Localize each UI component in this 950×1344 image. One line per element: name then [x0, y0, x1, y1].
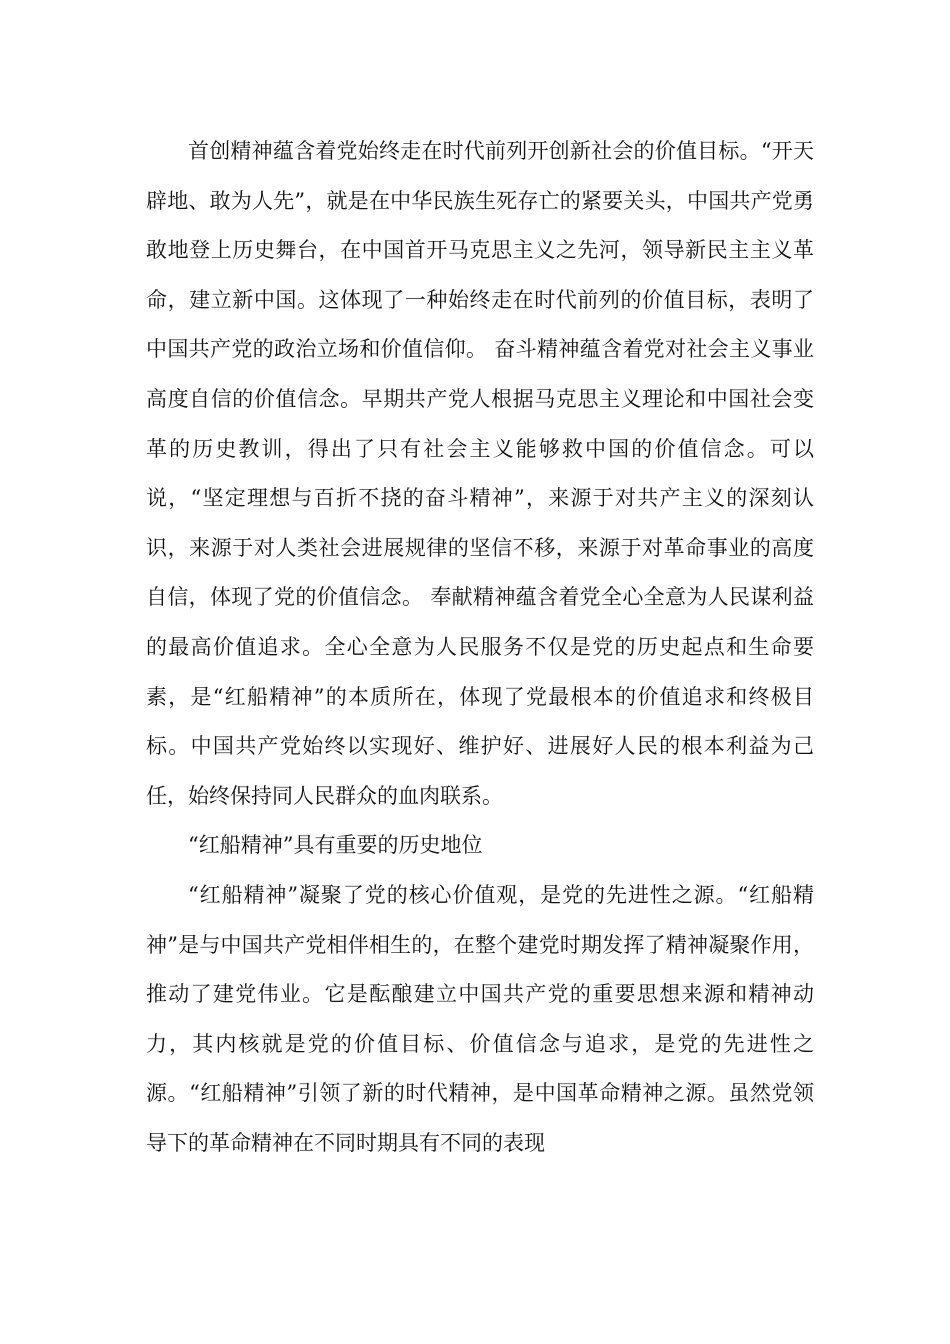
document-body: [146, 127, 814, 1168]
section-heading: “红船精神”具有重要的历史地位: [188, 833, 483, 858]
paragraph-second: “红船精神”凝聚了党的核心价值观，是党的先进性之源。“红船精神”是与中国共产党相伴相生的，在整个建党时期发挥了精神凝聚作用，推动了建党伟业。它是酝酿建立中国共产党的重要思想来源和精神动力，其内核就是党的价值目标、价值信念与追求，是党的先进性之源。“红船精神”引领了新的时代精神，是中国革命精神之源。虽然党领导下的革命精神在不同时期具有不同的表现: [146, 882, 814, 1155]
paragraph-first: 首创精神蕴含着党始终走在时代前列开创新社会的价值目标。“开天辟地、敢为人先”，就是在中华民族生死存亡的紧要关头，中国共产党勇敢地登上历史舞台，在中国首开马克思主义之先河，领导新民主主义革命，建立新中国。这体现了一种始终走在时代前列的价值目标，表明了中国共产党的政治立场和价值信仰。 奋斗精神蕴含着党对社会主义事业高度自信的价值信念。早期共产党人根据马克思主义理论和中国社会变革的历史教训，得出了只有社会主义能够救中国的价值信念。可以说，“坚定理想与百折不挠的奋斗精神”，来源于对共产主义的深刻认识，来源于对人类社会进展规律的坚信不移，来源于对革命事业的高度自信，体现了党的价值信念。 奉献精神蕴含着党全心全意为人民谋利益的最高价值追求。全心全意为人民服务不仅是党的历史起点和生命要素，是“红船精神”的本质所在，体现了党最根本的价值追求和终极目标。中国共产党始终以实现好、维护好、进展好人民的根本利益为己任，始终保持同人民群众的血肉联系。: [146, 139, 814, 808]
